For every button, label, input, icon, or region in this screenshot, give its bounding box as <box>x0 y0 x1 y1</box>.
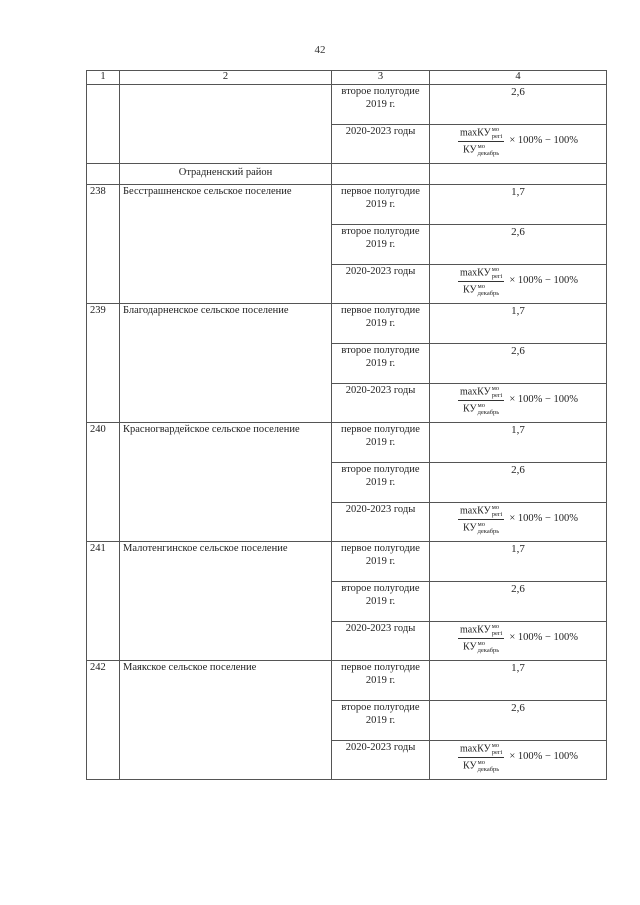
formula-denominator: КУ мо декабрь <box>463 521 500 535</box>
settlement-name: Малотенгинское сельское поселение <box>120 542 332 661</box>
formula-denominator: КУ мо декабрь <box>463 640 500 654</box>
formula-cell <box>430 741 607 780</box>
period-cell: 2020-2023 годы <box>332 265 430 304</box>
formula-denominator: КУ мо декабрь <box>463 283 500 297</box>
value-cell: 1,7 <box>430 542 607 582</box>
formula-numerator: maxКУ мо регі <box>459 504 503 518</box>
formula <box>433 126 603 157</box>
formula-numerator: maxКУ мо регі <box>459 742 503 756</box>
formula-fraction <box>458 266 504 297</box>
period-cell: первое полугодие 2019 г. <box>332 185 430 225</box>
table-row <box>87 542 607 582</box>
value-cell: 1,7 <box>430 185 607 225</box>
column-header: 2 <box>120 71 332 85</box>
period-cell: 2020-2023 годы <box>332 503 430 542</box>
cell-num-empty <box>87 85 120 164</box>
period-cell: 2020-2023 годы <box>332 741 430 780</box>
entry-number: 240 <box>87 423 120 542</box>
column-header: 1 <box>87 71 120 85</box>
table-row <box>87 661 607 701</box>
page-number: 42 <box>314 44 326 56</box>
cell-empty <box>87 164 120 185</box>
formula-numerator: maxКУ мо регі <box>459 385 503 399</box>
entry-number: 241 <box>87 542 120 661</box>
formula-cell <box>430 125 607 164</box>
value-cell: 2,6 <box>430 463 607 503</box>
period-cell: второе полугодие 2019 г. <box>332 344 430 384</box>
formula <box>433 623 603 654</box>
column-header: 4 <box>430 71 607 85</box>
table-header-row <box>87 71 607 85</box>
entry-number: 239 <box>87 304 120 423</box>
period-cell: второе полугодие 2019 г. <box>332 701 430 741</box>
table-row <box>87 185 607 225</box>
period-cell: 2020-2023 годы <box>332 384 430 423</box>
period-cell: второе полугодие 2019 г. <box>332 463 430 503</box>
value-cell: 2,6 <box>430 701 607 741</box>
cell-empty <box>332 164 430 185</box>
period-cell: 2020-2023 годы <box>332 125 430 164</box>
formula-fraction <box>458 385 504 416</box>
formula-numerator: maxКУ мо регі <box>459 266 503 280</box>
formula <box>433 385 603 416</box>
period-cell: первое полугодие 2019 г. <box>332 423 430 463</box>
district-row <box>87 164 607 185</box>
formula-fraction <box>458 126 504 157</box>
settlement-name: Благодарненское сельское поселение <box>120 304 332 423</box>
table-row <box>87 423 607 463</box>
formula-rest: × 100% − 100% <box>509 513 579 525</box>
formula-numerator: maxКУ мо регі <box>459 126 503 140</box>
period-cell: второе полугодие 2019 г. <box>332 582 430 622</box>
formula-fraction <box>458 623 504 654</box>
formula-cell <box>430 265 607 304</box>
column-header: 3 <box>332 71 430 85</box>
formula-cell <box>430 622 607 661</box>
formula-cell <box>430 503 607 542</box>
cell-name-empty <box>120 85 332 164</box>
table-row <box>87 85 607 125</box>
formula <box>433 742 603 773</box>
formula-rest: × 100% − 100% <box>509 632 579 644</box>
settlement-name: Маякское сельское поселение <box>120 661 332 780</box>
tariff-table <box>86 70 607 780</box>
formula-rest: × 100% − 100% <box>509 275 579 287</box>
formula <box>433 504 603 535</box>
formula-cell <box>430 384 607 423</box>
formula <box>433 266 603 297</box>
settlement-name: Красногвардейское сельское поселение <box>120 423 332 542</box>
value-cell: 1,7 <box>430 661 607 701</box>
cell-empty <box>430 164 607 185</box>
formula-rest: × 100% − 100% <box>509 751 579 763</box>
formula-fraction <box>458 504 504 535</box>
formula-denominator: КУ мо декабрь <box>463 402 500 416</box>
period-cell: второе полугодие 2019 г. <box>332 225 430 265</box>
period-cell: 2020-2023 годы <box>332 622 430 661</box>
formula-rest: × 100% − 100% <box>509 135 579 147</box>
entry-number: 238 <box>87 185 120 304</box>
entry-number: 242 <box>87 661 120 780</box>
value-cell: 2,6 <box>430 582 607 622</box>
table-row <box>87 304 607 344</box>
district-name: Отрадненский район <box>120 164 332 185</box>
formula-rest: × 100% − 100% <box>509 394 579 406</box>
formula-fraction <box>458 742 504 773</box>
period-cell: первое полугодие 2019 г. <box>332 661 430 701</box>
formula-denominator: КУ мо декабрь <box>463 759 500 773</box>
period-cell: первое полугодие 2019 г. <box>332 542 430 582</box>
value-cell: 2,6 <box>430 85 607 125</box>
period-cell: первое полугодие 2019 г. <box>332 304 430 344</box>
formula-numerator: maxКУ мо регі <box>459 623 503 637</box>
value-cell: 2,6 <box>430 344 607 384</box>
value-cell: 1,7 <box>430 423 607 463</box>
period-cell: второе полугодие 2019 г. <box>332 85 430 125</box>
settlement-name: Бесстрашненское сельское поселение <box>120 185 332 304</box>
formula-denominator: КУ мо декабрь <box>463 143 500 157</box>
value-cell: 1,7 <box>430 304 607 344</box>
value-cell: 2,6 <box>430 225 607 265</box>
